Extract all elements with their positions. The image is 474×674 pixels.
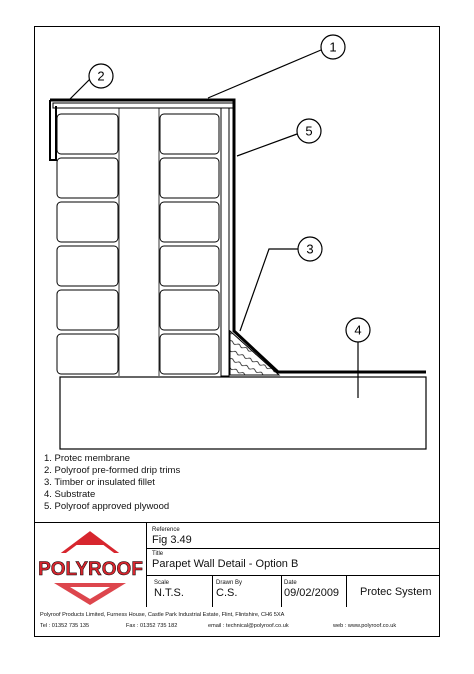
left-brick-column [57, 114, 118, 374]
title-field: Title Parapet Wall Detail - Option B [152, 551, 299, 570]
date-field: Date 09/02/2009 [284, 580, 340, 599]
svg-text:4: 4 [354, 322, 362, 338]
plywood-upstand [221, 108, 229, 376]
drawing-title: Parapet Wall Detail - Option B [152, 558, 299, 570]
substrate-slab [60, 377, 426, 449]
legend-item: 1. Protec membrane [44, 453, 131, 464]
date-value: 09/02/2009 [284, 587, 340, 599]
right-brick-column [160, 114, 219, 374]
reference-field: Reference Fig 3.49 [152, 527, 192, 546]
legend-item: 5. Polyroof approved plywood [44, 501, 170, 512]
svg-text:POLYROOF: POLYROOF [38, 559, 143, 580]
drip-trim [50, 100, 56, 160]
company-address: Polyroof Products Limited, Furness House, Castle Park Industrial Estate, Flint, Flintshire, CH6 5XA [40, 612, 285, 618]
legend-item: 3. Timber or insulated fillet [44, 477, 155, 488]
system-name: Protec System [360, 586, 432, 598]
callout-4 [346, 318, 370, 342]
legend-item: 4. Substrate [44, 489, 96, 500]
svg-text:1: 1 [329, 39, 337, 55]
legend-item: 2. Polyroof pre-formed drip trims [44, 465, 181, 476]
title-block [34, 522, 440, 608]
scale-value: N.T.S. [154, 587, 184, 599]
logo-cell [34, 523, 147, 607]
legend [44, 453, 180, 513]
callout-1 [321, 35, 345, 59]
fax: Fax : 01352 735 182 [126, 623, 178, 629]
callout-5 [297, 119, 321, 143]
polyroof-logo [34, 523, 147, 607]
drawn-by-field: Drawn By C.S. [216, 580, 243, 599]
web-link[interactable]: web : www.polyroof.co.uk [333, 623, 397, 629]
telephone: Tel : 01352 735 135 [40, 623, 90, 629]
email-link[interactable]: email : technical@polyroof.co.uk [208, 623, 289, 629]
svg-text:3: 3 [306, 241, 314, 257]
drawn-by-value: C.S. [216, 587, 238, 599]
reference-value: Fig 3.49 [152, 534, 192, 546]
svg-text:5: 5 [305, 123, 313, 139]
timber-fillet [230, 331, 279, 375]
plywood-capping [53, 103, 233, 108]
scale-field: Scale N.T.S. [154, 580, 184, 599]
svg-text:2: 2 [97, 68, 105, 84]
callout-3 [298, 237, 322, 261]
callout-2 [89, 64, 113, 88]
